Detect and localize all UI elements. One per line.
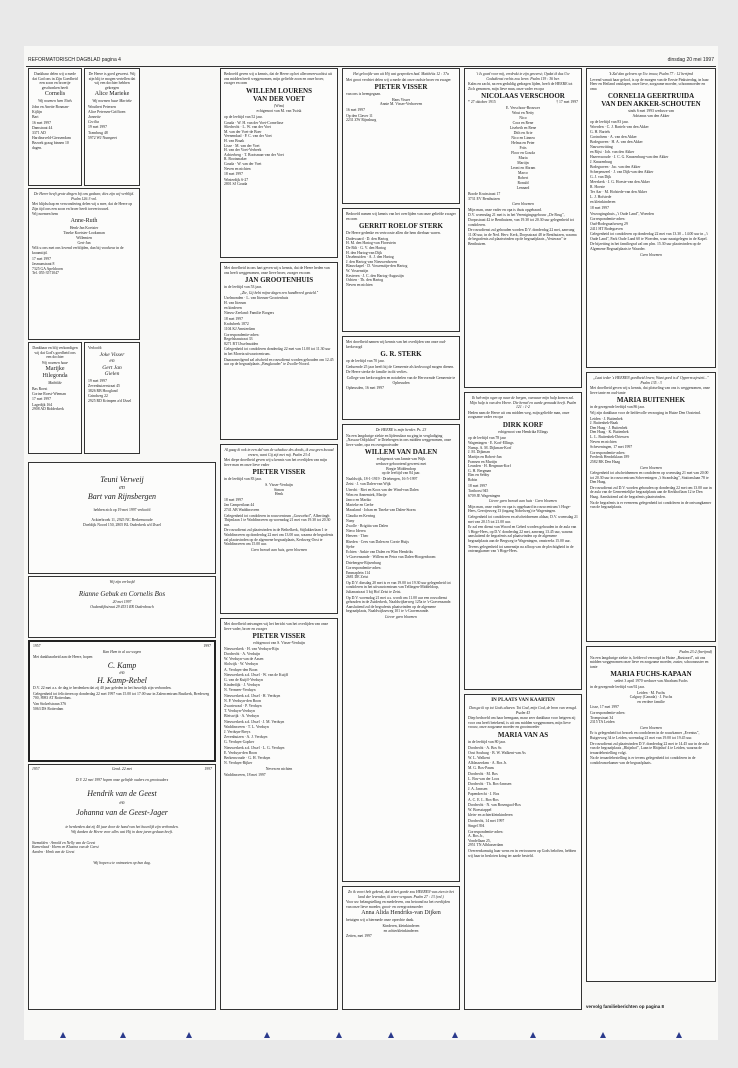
ad-dates: Naaldwijk, 18-1-1919 · Driebergen, 16-5-1997 bbox=[346, 476, 418, 481]
ad-address: Lagedijk 164 2908 AD Ridderkerk bbox=[32, 402, 64, 412]
ad-text-3: Gelegenheid tot afscheidnemen en condoleren op woensdag 21 mei van 20.00 tot 20.30 uur in rouwcentrum Scheveningen „'t Strandslag", Stationslaan 78 te Den Haag. bbox=[590, 471, 709, 485]
engagement-ad-teuni bbox=[28, 462, 216, 574]
ad-address: Van Stolzelstraan 376 5063 DS Rotterdam bbox=[33, 702, 67, 711]
ad-text: Voor uw belangstelling en medeleven, ons betoond na het overlijden van onze lieve moeder, groot- en overgrootmoeder bbox=[346, 900, 450, 909]
ad-text-2: Mijn man, onze vader en opa is opgebaard in rouwcentrum 't Hoge-Hees, Geertjesweg 13 (ingang Nobelweg) te Wageningen. bbox=[468, 504, 571, 514]
ad-text-3: De rouwdienst zal plaatsvinden D.V. donderdag 22 mei te 14.45 uur in de aula van de begraafplaats „Rhijnhof", Laan te Rhijnhof 4 te Leiden, waarna de teraardebestelling volgt. bbox=[590, 741, 709, 755]
ad-text-4: De rouwdienst zal gehouden worden D.V. donderdag 22 mei, aanvang 11.00 uur, in de Ned. Herv. Kerk, Dorpsstraat 48 te Benthuizen, waarna de begrafenis zal plaatsvinden op de begraafplaats „Vesteraar" te Benthuizen. bbox=[468, 228, 577, 246]
ad-sub: echtgenoot van S. Visser-Verduijn bbox=[253, 641, 305, 646]
ad-address-2: Grindweg 22 2925 RD Krimpen a/d IJssel bbox=[88, 394, 132, 403]
ad-date: Opheusden, 16 mei 1997 bbox=[346, 386, 384, 391]
scan-mark-icon bbox=[336, 1032, 342, 1038]
ad-top: Wij zijn verloofd bbox=[109, 580, 135, 584]
ad-address: Ackterbroek 11, 2925 NC Berkenwoude Doeldijk Noord 150, 2805 BL Ouderkerk a/d IJssel bbox=[83, 518, 161, 527]
ad-text-3: De rouwdienst zal plaatsvinden in de Bethelkerk, Stijlakkerlaan 1 te Waddinxveen op donderdag 22 mei om 13.00 uur, waarna de begrafenis zal plaatsvinden op de algemene begraafplaats, Kerkweg-Oost te Waddinxveen om 15.00 uur. bbox=[224, 528, 334, 547]
ad-age: in de gezegende leeftijd van 92 jaar. bbox=[590, 684, 645, 689]
ad-address: Tarthorst 945 6709 JE Wageningen bbox=[468, 489, 501, 498]
ad-text: Heden nam de Heere uit ons midden weg, mijn geliefde man, onze zorgzame vader en opa bbox=[468, 410, 570, 420]
ad-address: Driebergen-Rijsenburg Correspondentie-adres: Emmaplein 114 2681 DE Zeist bbox=[346, 561, 382, 580]
header-left: REFORMATORISCH DAGBLAD pagina 4 bbox=[28, 57, 121, 63]
ad-note: Geen bloemen bbox=[640, 465, 662, 470]
ad-text-2: Gelegenheid tot condoleren op donderdag 22 mei van 13.30 – 14.00 uur in „'t Oude Land", Park Oude Land 60 te Woerden, waar naastgelegen in de Kapel. bbox=[590, 232, 708, 241]
family-list: S. Visser-Verduijn Simon Henk bbox=[265, 482, 293, 497]
death-ad-willem-van-dalen bbox=[342, 424, 460, 882]
scan-mark-icon bbox=[60, 1032, 66, 1038]
ad-date: 18 mei 1997 bbox=[224, 172, 243, 177]
ad-note: Geen bloemen bbox=[640, 252, 662, 257]
name-1: Teuni Verweij bbox=[100, 475, 144, 484]
family-list: Stemalden · Arnold en Nelly van de Geest Kamerlaad · Harm en Klasina van de Geest Aarden · Henk van de Geest bbox=[32, 840, 99, 855]
deceased-name: MARIA FUCHS-KAPAAN bbox=[610, 670, 692, 679]
continuation-note[interactable]: vervolg familieberichten op pagina 8 bbox=[586, 1004, 665, 1009]
ad-date: 18 mei 1997 bbox=[224, 497, 243, 502]
ad-text: Bedroefd namen wij kennis van het overlijden van onze geliefde zwager en oom bbox=[346, 212, 456, 221]
ad-address: Oudendijkstraat 29 4531 RR Oudenbosch bbox=[90, 605, 154, 610]
ad-address: Damstraat 44 3371 AD Hardinxveld-Giessendam bbox=[32, 126, 71, 140]
anniversary-ad-kamp bbox=[28, 640, 216, 762]
ad-age: in de leeftijd van 53 jaar. bbox=[224, 285, 262, 290]
family-list: Dordrecht · A. Bos Sr. Oost Souburg · B. W. Walkent-van As W. L. Walkent Alblasserdam · A. Bos Jr. M. G. Bos-Paans Dordrecht · M. Bos L. Bos-van der Loos Dordrecht · Th. Bos-Janssen J. A. Janssen Papendrecht · J. Bos A. C. E. L. Bos-Bos Dordrecht · N. van Bosengaol-Bos W. Boesstappel klein- en achterkleinkinderen bbox=[468, 745, 526, 818]
death-ad-pieter-2 bbox=[220, 618, 338, 1010]
parents: Wouthert Petersen Alice Petersen-Griffioen bbox=[88, 104, 126, 114]
born-date: * 27 oktober 1915 bbox=[468, 100, 496, 105]
ad-text: Met dankbaarheid aan de Heere, hopen bbox=[33, 655, 93, 660]
name-2: Johanna van de Geest-Jager bbox=[76, 807, 168, 817]
deceased-name: MARIA BUITENHEK bbox=[616, 396, 686, 405]
died-date: † 17 mei 1997 bbox=[556, 100, 578, 105]
correspondence-address: Correspondentie-adres: Frederik Hendriklaan 189 2582 BK Den Haag bbox=[590, 450, 630, 464]
family-list: Leiden · J. Buitenhek J. Buitenhek-Baak Den Haag · J. Buitenhek Den Haag · K. Buitenhek L. L. Buitenhek-Driessen Neven en nichten bbox=[590, 416, 629, 444]
ad-text-3: Wij danken de Heere voor alles wat Hij in deze jaren gedaan heeft. bbox=[71, 830, 173, 835]
ad-quote: De Heere heeft grote dingen bij ons gedaan; dies zijn wij verblijd. Psalm 126:3 vnl. bbox=[33, 192, 135, 201]
family-list: Gouda · W. H. van der Voet-Cornelisse Sliedrecht · L. W. van der Voet M. van der Voet-de Boer Veenendaal · P. C. van der Voet H. van Braak Lisse · M. van der Voet H. van der Voet-Verbeek Achterberg · T. Bootsman-van der Voet R. Bootsmaker Gouda · W. van der Voet Neven en nichten bbox=[224, 120, 284, 171]
year-mid: Gend. 22 mei bbox=[111, 767, 133, 771]
ad-text: De Heere is goed geweest. Wij zijn blij te mogen vertellen dat wij een dochter hebben gekregen bbox=[88, 72, 136, 90]
ad-date: 18 mei 1997 bbox=[468, 483, 487, 488]
ad-text: Na een langdurige ziekte en lijdensdaar nu ging in vergladiging „Nassau-Odijckhof" te Driebergen in ons midden weggenomen, onze lieve vader, opa en overgrootvader bbox=[346, 433, 452, 447]
ad-date: 16 mei 1997 bbox=[32, 120, 51, 125]
scan-mark-icon bbox=[388, 1032, 394, 1038]
ad-date: 18 mei 1997 bbox=[224, 316, 243, 321]
death-ad-pieter-3 bbox=[342, 68, 460, 204]
and-word: en bbox=[119, 485, 125, 491]
ad-note: Liever geen bezoek aan huis · Geen bloemen bbox=[489, 499, 557, 504]
ad-date: 18 mei 1997 bbox=[590, 206, 609, 211]
scan-mark-icon bbox=[264, 1032, 270, 1038]
scan-mark-icon bbox=[452, 1032, 458, 1038]
and-word: en bbox=[119, 669, 125, 676]
ad-date: 17 mei 1997 bbox=[32, 256, 51, 261]
ad-text-5: Tevens gelegenheid tot samenzijn na afloop van de plechtigheid in de ontvangkamer van 't Hoge-Hees. bbox=[468, 544, 574, 554]
death-ad-sterk bbox=[342, 336, 460, 420]
deceased-name: PIETER VISSER bbox=[252, 468, 306, 477]
ad-sub: Wij noemen haar bbox=[42, 360, 68, 365]
ad-address: Op den Claver 11 2231 ZW Rijnsburg bbox=[346, 113, 377, 123]
engagement-ad-joke bbox=[84, 342, 140, 454]
ad-text: Met blijdschap en verwondering delen wij u mee, dat de Heere op Zijn tijd ons een zoon en broer heeft toevertrouwd. bbox=[32, 202, 133, 211]
ad-sub-2: Mathilde bbox=[48, 381, 62, 386]
ad-text-4: Na de teraardebestelling is er tevens gelegenheid tot condoleren in de condoleancekamer van de begraafplaats. bbox=[590, 756, 696, 765]
ad-sub: sinds 6 mei 1993 weduwe van Adrianus van den Akker bbox=[628, 109, 674, 118]
birth-ad-cornelis bbox=[28, 68, 82, 186]
ad-address: Winterdijk 6-27 2801 SJ Gouda bbox=[224, 177, 249, 187]
deceased-name: PIETER VISSER bbox=[252, 632, 306, 641]
child-name: Alice Marieke bbox=[94, 91, 130, 98]
family-list: College van kerkvoogden en notabelen van de Hervormde Gemeente te Opheusden bbox=[346, 375, 456, 385]
family-list-2: Nieuw-Zeeland: Familie Borgers bbox=[224, 311, 275, 316]
ad-text-4: De rouwdienst zal D.V. worden gehouden op donderdag 22 mei om 13.00 uur in de aula van de Gemeentelijke begraafplaats aan de Kerkhoflaan 12 te Den Haag. Aansluitend zal de begrafenis plaatsvinden. bbox=[590, 485, 712, 500]
ad-quote: 't Is goed voor mij, verdrukt te zijn geweest; Opdat ik dus Uw Godsdienst rechts zou leren. Psalm 119 : 36 ber. bbox=[476, 72, 570, 81]
ad-text: Met droefheid namen wij kennis van het overlijden van onze oud-kerkvoogd bbox=[346, 340, 447, 349]
name-1: Hendrik van de Geest bbox=[87, 789, 157, 799]
ad-text-2: Mijn man, onze vader en opa is thuis opgebaard. bbox=[468, 207, 542, 212]
ad-address: Krabsbeek 1872 1104 KJ Amsterdam bbox=[224, 322, 256, 331]
deceased-name: DIRK KORF bbox=[502, 420, 544, 429]
and-word: en bbox=[119, 800, 125, 807]
ad-age: in de leeftijd van 83 jaar. bbox=[224, 477, 262, 482]
scan-mark-icon bbox=[120, 1032, 126, 1038]
family-list: Wageningen · E. Korf-Ellings Nunsp. A. M. Dijkman-Korf J. M. Dijkman Martijn en Robert-Jan Fransen en Martijn Leusden · H. Bergman-Korf G. H. Bergman Elm en Sebby Robin bbox=[468, 441, 514, 482]
ad-note: Geen bezoek aan huis, geen bloemen bbox=[250, 547, 308, 552]
death-ad-nicolaas bbox=[464, 68, 582, 388]
ad-sub: sedert 3 april 1970 weduwe van Abraham Fuchs bbox=[614, 679, 688, 684]
ad-extra: Willemien Gert-Jan bbox=[76, 236, 92, 245]
family-list: Kinderen, kleinkinderen en achterkleinkinderen bbox=[382, 923, 420, 933]
year-left: 1957 bbox=[32, 767, 40, 771]
death-ad-dirk bbox=[464, 392, 582, 690]
ad-text-3: De Heere sterke de familie in dit verlies. bbox=[346, 370, 408, 375]
deceased-name: NICOLAAS VERSCHOOR bbox=[481, 92, 565, 101]
birth-ad-alice bbox=[84, 68, 140, 186]
ad-text-4: Er zal een dienst van Woord en Gebed worden gehouden in de aula van 't Hoge-Hees, op D.V. donderdag 22 mei, aanvang 13.45 uur, waarna aansluitend de begrafenis zal plaatsvinden op de algemene begraafplaats aan de Bergweg te Wageningen, omstreeks 15.00 uur. bbox=[468, 525, 577, 544]
child-name: Anne-Ruth bbox=[70, 217, 98, 224]
ad-text: Met groot verdriet delen wij u mede dat onze oudste broer en zwager bbox=[346, 77, 451, 82]
ad-text: Met droefheid ontvangen wij het bericht van het overlijden van onze lieve vader, broer en zwager bbox=[224, 622, 329, 631]
ad-text-3: Gelegenheid tot condoleren en afscheidnemen aldaar, D.V. woensdag 21 mei van 20.15 tot 21.00 uur. bbox=[468, 515, 578, 524]
ad-date: 16 mei 1997 bbox=[346, 107, 365, 112]
ad-text: Bedroefd geven wij u kennis, dat de Heere op het alleronverwachtst uit ons midden heeft weggenomen, mijn geliefde zoon en onze broer, zwager en oom bbox=[224, 72, 332, 86]
name-2: Gert Jan Gielen bbox=[102, 364, 122, 378]
ad-text-3: Daaraanvolgend zal afscheid en rouwdienst worden gehouden om 12.45 uur op de begraafplaats „Beugkouder" te Zwolle-Noord. bbox=[224, 357, 334, 367]
deceased-name: CORNELIA GEERTRUIDA VAN DEN AKKER-SCHOUTEN bbox=[601, 92, 701, 109]
parents: John en Anette Bosman-Kijlijn bbox=[32, 104, 70, 114]
ad-date: Lisse, 17 mei 1997 bbox=[590, 705, 619, 710]
scan-mark-icon bbox=[600, 1032, 606, 1038]
ad-age: op de leeftijd van 78 jaar bbox=[468, 435, 506, 440]
deceased-name: Anna Alida Hendriks-van Dijken bbox=[361, 910, 441, 917]
ad-date: 19 mei 1997 bbox=[88, 378, 107, 383]
deceased-name: MARIA VAN AS bbox=[497, 730, 549, 739]
scan-mark-icon bbox=[676, 1032, 682, 1038]
ad-date: 19 mei 1997 bbox=[88, 125, 107, 130]
ad-text-2: Gelegenheid tot condoleren donderdag 22 mei van 11.00 tot 11.30 uur in het Moreia uitvaartcentrum. bbox=[224, 347, 331, 356]
ad-age: in de leeftijd van 80 jaar. bbox=[468, 739, 506, 744]
ad-quote: „Laat ieder 's HEEREN goedheid loven; Want goed is d' Opperm ajesteit..." Psalm 135 : 3 bbox=[593, 376, 709, 385]
ad-text: Dankbaar en blij verkondigen wij dat God's goedheid ons een dochter bbox=[32, 346, 78, 360]
ad-date: Zetten, mei 1997 bbox=[346, 934, 372, 939]
ad-note: Geen bloemen bbox=[512, 202, 534, 207]
ad-sub: Wij noemen hem bbox=[32, 212, 58, 217]
child-name: Cornelis bbox=[44, 91, 66, 98]
ad-extra: Jannette Cecilia bbox=[88, 115, 101, 124]
year-right: 1997 bbox=[204, 767, 212, 771]
birth-ad-marijke bbox=[28, 342, 82, 454]
ad-quote: Dan ga ik op tot Gods altaren. Tot God, mijn God, de bron van vreugd. Psalm 43 bbox=[469, 706, 577, 715]
deceased-name: PIETER VISSER bbox=[374, 83, 428, 92]
ad-text-5: Na de begrafenis is er eveneens gelegenheid tot condoleren in de ontvangkamer van de begraafplaats. bbox=[590, 500, 712, 510]
ad-note: Bezoek graag binnen 10 dagen. bbox=[32, 141, 69, 150]
ad-quote: Kan Hem in al uw wegen bbox=[102, 649, 142, 654]
ad-text-2: D.V. 22 mei a.s. de dag te herdenken dat zij 40 jaar geleden in het huwelijk zijn verbonden. bbox=[33, 686, 172, 691]
deceased-name: WILLEM LOURENS VAN DER VOET bbox=[246, 86, 312, 103]
ad-age: van ons is heengegaan. bbox=[346, 92, 382, 97]
ad-text: Met droefheid geven wij u kennis, dat plotseling van ons is weggenomen, onze lieve tante en oud-tante bbox=[590, 386, 710, 395]
ad-quote: Al gaag ik ook in een dal van de schaduw des doods, ik zou geen kwaad vrezen, want Gij zijt met mij. Psalm 23:4 bbox=[224, 448, 334, 457]
name-2: H. Kamp-Rebel bbox=[97, 676, 147, 686]
ad-date: Dordrecht, 14 mei 1997 Singel 394 bbox=[468, 819, 505, 828]
ad-text-2: Gelegenheid tot condoleren in rouwcentrum „Gouwehof", Albertingh Thijmlaan 1 te Waddinxveen op woensdag 21 mei van 19.30 tot 20.30 uur. bbox=[224, 513, 331, 527]
ad-extra: Bart bbox=[32, 115, 39, 120]
family-list: Hans Visser Annie M. Visser-Verhoeven bbox=[379, 97, 423, 107]
name-2: Bart van Rijnsbergen bbox=[87, 491, 157, 501]
death-ad-maria-fuchs bbox=[586, 646, 716, 982]
engagement-ad-rianne bbox=[28, 576, 216, 638]
death-ad-cornelia bbox=[586, 68, 716, 368]
ad-text-3: Op D.V. woensdag 21 mei a.s. wordt om 11.00 uur een rouwdienst gehouden in de Zuiderkerk, Naaldwijkerweg 125a te 's-Gravenzande. Aansluitend zal de begrafenis plaatsvinden op de algemene begraafplaats, Naaldwijkseweg 101 te 's-Gravenzande. bbox=[346, 595, 452, 614]
ad-text: Levend vanuit haar geloof, is op de morgen van de Eerste Pinksterdag, in haar Heer en Heiland ontslapen, onze lieve, zorgzame moeder, schoonmoeder en oma bbox=[590, 77, 709, 91]
year-left: 1957 bbox=[33, 644, 41, 648]
ad-text: Diep bedroefd om haar heengaan, maar zeer dankbaar voor hetgeen zij voor ons heeft betekend, is uit ons midden weggenomen, mijn lieve vrouw, onze zorgzame moeder en grootmoeder bbox=[468, 716, 576, 730]
correspondence-address: Correspondentie-adres: Trompstraat 34 2315 TA Leiden bbox=[590, 710, 626, 725]
ad-text: Met droefheid in ons hart geven wij u kennis, dat de Heere heden van ons heeft weggenomen, onze lieve broer, zwager en oom bbox=[224, 266, 330, 275]
ad-address: Boode Kruisstraat 17 3731 EV Benthuizen bbox=[468, 191, 501, 201]
family-list: Uselmonden · L. van Itterum-Grootenhuis H. van Itterum en kinderen bbox=[224, 296, 289, 310]
ad-address: Jan Campertlaan 44 2741 AB Waddinxveen bbox=[224, 503, 260, 512]
ad-address: Trambrug 48 5972 WJ Nunspeet bbox=[88, 130, 117, 140]
name-1: Joke Visser bbox=[99, 351, 125, 358]
ad-text: Na een langdurige ziekte is, liefdevol verzorgd in Huize „Rustoord", uit ons midden weggenomen onze lieve en zorgzame moeder, zuster, schoonzuster en tante bbox=[590, 655, 709, 669]
ad-text: D.V. 22 mei 1997 hopen onze geliefde ouders en grootouders bbox=[75, 777, 169, 782]
ad-title: IN PLAATS VAN KAARTEN bbox=[491, 698, 555, 703]
ad-address: Verzorgingshuis „'t Oude Land", Woerden bbox=[590, 211, 654, 216]
ad-address-1: Zevenhuizerstraat 45 3826 RB Hoogland bbox=[88, 384, 120, 393]
ad-age: op de leeftijd van 83 jaar. bbox=[590, 119, 629, 124]
ad-text: Dankbaar delen wij u mede dat God ons in Zijn Goedheid een zoon en broertje geschonken heeft bbox=[32, 72, 78, 90]
ad-sub-2: echtgenoot van M. van Twisk bbox=[256, 109, 302, 114]
ad-date: Waddinxveen, 18 mei 1997 bbox=[224, 773, 266, 778]
family-list: E. Verschoor-Brouwer Wout en Netty Nico Cora en Rene Lisebeth en Rene Dith en Arie Nico en Linnea Helma en Peter Frits Floor en Gouda Maria Martijn Leoni en Abram Marco Robert Ronald Lennard bbox=[505, 105, 541, 190]
ad-address: Jasmunstraat 8 7325 GA Apeldoorn Tel. 055-3571047 bbox=[32, 262, 63, 276]
ad-sub: echtgenoot van Hendrika Ellings bbox=[498, 429, 548, 434]
death-ad-jan bbox=[220, 262, 338, 440]
ad-date: 17 mei 1997 bbox=[32, 397, 51, 402]
ad-date: 20 mei 1997 bbox=[112, 599, 132, 604]
year-right: 1997 bbox=[203, 644, 211, 648]
family-list: Woerden · C. J. Bartels-van den Akker G. H. Bartels Gorinchem · A. van den Akker Bodegraven · H. A. van den Akker Nauwerwitting en Rijst · Joh. van den Akker Hazerswoude · J. C. G. Knuzenburg-van den Akker J. Knuzenburg Bodegraven · Jac. van den Akker Scherpenzeel · J. van Dijk-van den Akker G. J. van Dijk Meerkerk · J. G. Hoeste-van den Akker R. Hoeste Ter Aar · M. Hofstede-van den Akker L. J. Hofstede en kleinkinderen bbox=[590, 125, 669, 205]
ad-text-2: Wij zijn dankbaar voor de liefdevolle verzorging in Huize Den Oosteind. bbox=[590, 410, 701, 415]
deceased-name: GERRIT ROELOF STERK bbox=[358, 222, 444, 231]
death-ad-gerrit bbox=[342, 208, 460, 332]
ad-text-2: Op D.V. dinsdag 20 mei is er van 19.00 tot 19.30 uur gelegenheid tot condoleren in het uitvaartcentrum van Tellingen-Middeldorp, Julianastraat 3 bij Hof Zeist te Zeist. bbox=[346, 580, 451, 594]
ad-text-2: Overeenkomstig haar wens en in vertrouwen op Gods beloften, hebben wij haar in besloten kring ter aarde besteld. bbox=[468, 848, 576, 858]
ad-text-2: Gedurende 25 jaar heeft hij de Gemeente als kerkvoogd mogen dienen. bbox=[346, 364, 455, 369]
deceased-name: JAN GROOTENHUIS bbox=[244, 276, 314, 285]
ad-age: op de leeftijd van 70 jaar. bbox=[346, 359, 385, 364]
ad-sub: Wij noemen hem Niels bbox=[38, 99, 72, 104]
ad-quote: Psalm 23:2 (berijmd) bbox=[679, 650, 712, 654]
ad-sub: (Wim) bbox=[274, 103, 284, 108]
scan-mark-icon bbox=[530, 1032, 536, 1038]
anniversary-ad-geest bbox=[28, 764, 216, 1010]
death-ad-maria-buitenhek bbox=[586, 372, 716, 642]
ad-text-2: betuigen wij u hiermede onze oprechte dank. bbox=[346, 918, 415, 923]
ad-text-2: De Heere gedenke en vertrooste allen die hem dierbaar waren. bbox=[346, 231, 441, 236]
ad-sub: echtgenoot van Jannie van Wijk weduwe geboortend geweest met Bregie Middendorp op de leeftijd van 84 jaar. bbox=[375, 457, 427, 476]
ad-lead: Verloofd: bbox=[88, 346, 103, 350]
ad-text: Met diepe droefheid geven wij u kennis van het overlijden van mijn lieve man en onze lieve vader bbox=[224, 458, 328, 467]
ad-quote: Ik heb mijn ogen op naar de bergen, vanwaar mijn hulp komen zal. Mijn hulp is van den Heere. Die hemel en aarde gemaakt heeft. Psalm 121 : 1-2 bbox=[469, 396, 577, 410]
ad-quote: „Zie, Gij hebt mijne dagen een handbreed gesteld." bbox=[239, 290, 319, 295]
ad-text-3: D.V. woensdag 21 mei is in het Verenigingsgebouw „De Brug", Dorpsstraat 42 te Benthuizen, van 19.30 tot 20.30 uur gelegenheid tot condoleren. bbox=[468, 213, 574, 227]
ad-quote: Het geloofde van uit Hij wat gesproken had. Matthéüs 12 : 37a bbox=[353, 72, 449, 76]
ad-quote: Zo ik voort heb gekend, dat ik het goede zou HEEREN was zien in het land der levenden, ik ware vergaan. Psalm 27 : 13 (vnl.) bbox=[348, 890, 454, 899]
ad-note: Geen bloemen bbox=[640, 725, 662, 730]
scan-mark-icon bbox=[186, 1032, 192, 1038]
ad-age: in de gezegende leeftijd van 86 jaar. bbox=[590, 405, 645, 410]
couple-names: Rianne Gebuk en Cornelis Bos bbox=[78, 589, 166, 598]
death-ad-willem bbox=[220, 68, 338, 258]
ad-sub: Wij noemen haar Marieke bbox=[92, 99, 132, 104]
ad-text: hebben zich op 19 mei 1997 verloofd bbox=[93, 507, 151, 512]
ad-quote: 'k Zal dan geloven op Uw trouw, Psalm 77 : 12 berijmd bbox=[608, 72, 694, 76]
ad-age: op de leeftijd van 52 jaar. bbox=[224, 114, 263, 119]
family-list: Zeist · J. van Dalen-van Wijk Utrecht · Riet en Koos van der Wind-van Dalen Wim en Annemiek, Marije Janco en Mariko Marieke en Gerbe Maasland · Johan en Tineke van Dalen-Storm Claudia en Kerring Nuny Zwolle · Brigitta van Dalen Nieco Iderea Heezen · Theo Rheden · Cees van Dalen en Corrie Huijs Sjebe Echten · Ankie van Dalen en Wim Hendriks 's-Gravenzande · Willem en Petra van Dalen-Hoogenboom bbox=[346, 482, 436, 560]
parents: Bas Roest Corine Roest-Wieman bbox=[32, 386, 66, 396]
correspondence-address: Correspondentie-adres: Oud-Bodegraafseweg 29 2411 HT Bodegraven bbox=[590, 217, 628, 231]
family-list: Nieuwerkerk · H. van Verduyn-Rijn Dordrecht · A. Verduijn W. Verduyn-van de Aasen Slolwijk · W. Verduyn A. Verduyn-den Boon Nieuwerkerk a.d. IJssel · W. van de Kuijff G. van de Kuijff-Verduyn Kinderdijk · J. Verduyn N. Vermeer-Verduyn Nieuwerkerk a.d. IJssel · H. Verduyn N. P. Verduyn-den Boon Zwartewaal · P. Verduyn T. Verduyn-Verduyn Bleiswijk · A. Verduyn Nieuwerkerk a.d. IJssel · J. M. Verduyn Waddinxveen · T. L. Verduyn J. Verduyn-Breys Zevenhuizen · A. J. Verduyn G. Verduyn-Gopker Nieuwerkerk a.d. IJssel · L. G. Verduyn E. Verduyn-den Boon Berkenwoude · G. H. Verduyn N. Verduyn-Rijker bbox=[224, 646, 289, 766]
ad-text-2: Er is gelegenheid tot bezoek en condoleren in de rouwkamer „Eventus", Ruigerweg 34 te Leiden, woensdag 21 mei van 19.00 tot 19.45 uur. bbox=[590, 731, 700, 740]
ad-text-4: Wij hopen u te ontmoeten op hun dag. bbox=[93, 860, 151, 865]
ad-text-2: Wilt u ons met ons lovend verblijden, dan bij voorkeur in de kraamtijd. bbox=[32, 246, 124, 255]
correspondence-address: Correspondentie-adres: Regelshaastraat 33 8271 BT IJsselmuiden bbox=[224, 332, 260, 346]
family-list: Dodewaard · D. den Hartog H. M. den Hartog-van Florestein De Bilt · G. V. den Hartog H. den Hartog-van Dijk IJsselmuiden · A. J. den Hartog J. den Hartog-van Nieuwenhoven Blauwkapel · D. Vossenstijn-den Hartog W. Vossenstijn Kesteren · J. C. den Hartog-Augustijn Ochten · Th. den Hartog Neven en nichten bbox=[346, 236, 408, 287]
ad-note: Liever geen bloemen bbox=[385, 614, 417, 619]
birth-ad-anne-ruth bbox=[28, 188, 140, 340]
family-list-2: Neven en nichten bbox=[265, 767, 293, 772]
ad-text-2: te herdenken dat zij 40 jaar door de hand van het huwelijk zijn verbonden. bbox=[65, 824, 179, 829]
parents: Henk-Jan Koetsier Tineke Koetsier-Looksman bbox=[63, 225, 105, 235]
name-1: C. Kamp bbox=[107, 660, 137, 670]
and-word: en bbox=[109, 358, 115, 365]
ad-text-3: De bijzetting in het familiegraf zal om plm. 15.30 uur plaatsvinden op de Algemene Begraafplaats te Waarder. bbox=[590, 242, 701, 251]
deceased-name: WILLEM VAN DALEN bbox=[364, 448, 438, 457]
ad-text: Kalm en zacht, na een geduldig gedragen lijden, heeft de HEERE tot Zich genomen, mijn lieve man, onze vader en opa bbox=[468, 82, 573, 91]
family-list: Leiden · M. Fuchs Calgary (Canada) · J. Fuchs en verdere familie bbox=[629, 690, 673, 704]
correspondence-address: Correspondentie-adres: A. Bos Jr., Vondellaan 25, 2951 TN Alblasserdam bbox=[468, 829, 504, 848]
thanks-ad-anna bbox=[342, 886, 460, 1010]
ad-quote: De HEERE is mijn herder. Ps. 23 bbox=[375, 428, 427, 432]
deceased-name: G. R. STERK bbox=[380, 350, 422, 359]
death-ad-maria-van-as bbox=[464, 694, 582, 1010]
death-ad-pieter-1 bbox=[220, 444, 338, 614]
child-name: Marijke Hilegonda bbox=[42, 366, 68, 380]
ad-date: Scheveningen, 17 mei 1997 bbox=[590, 445, 633, 450]
header-right: dinsdag 20 mei 1997 bbox=[667, 57, 714, 63]
page-header bbox=[26, 56, 716, 67]
ad-text-3: Gelegenheid tot feliciteren op donderdag 22 mei 1997 van 15.00 tot 17.00 uur in Zalencentrum Bastkerk, Bredeweg 700, 8983 AT Rotterdam. bbox=[33, 691, 210, 701]
